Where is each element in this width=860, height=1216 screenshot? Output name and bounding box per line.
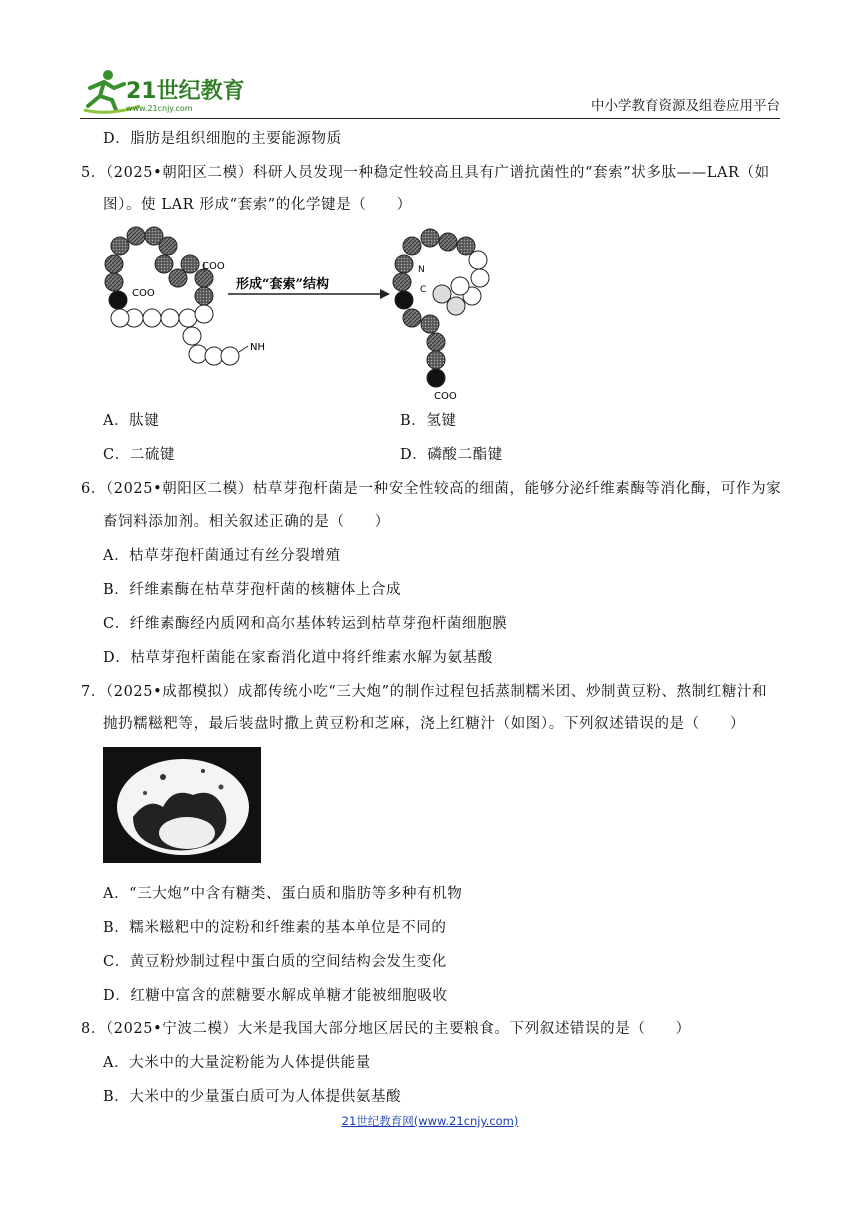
option-d-prev: D．脂肪是组织细胞的主要能源物质 <box>103 131 342 147</box>
question-6-stem: 6．（2025•朝阳区二模）枯草芽孢杆菌是一种安全性较高的细菌，能够分泌纤维素酶等消化酶，可作为家 <box>81 481 782 497</box>
footer-link[interactable]: 21世纪教育网(www.21cnjy.com) <box>341 1114 519 1128</box>
site-logo <box>80 66 270 114</box>
q6-option-b: B．纤维素酶在枯草芽孢杆菌的核糖体上合成 <box>103 582 402 598</box>
platform-title: 中小学教育资源及组卷应用平台 <box>591 98 780 114</box>
q6-option-d: D．枯草芽孢杆菌能在家畜消化道中将纤维素水解为氨基酸 <box>103 650 493 666</box>
question-5-stem-cont: 图）。使 LAR 形成“套索”的化学键是（ ） <box>103 197 412 213</box>
q5-option-c: C．二硫键 <box>103 447 176 463</box>
q8-option-a: A．大米中的大量淀粉能为人体提供能量 <box>103 1055 371 1071</box>
question-7-stem-cont: 抛扔糯糍粑等，最后装盘时撒上黄豆粉和芝麻，浇上红糖汁（如图）。下列叙述错误的是（ ） <box>103 716 746 732</box>
q6-option-a: A．枯草芽孢杆菌通过有丝分裂增殖 <box>103 548 341 564</box>
svg-text:NH: NH <box>250 342 265 353</box>
svg-text:www.21cnjy.com: www.21cnjy.com <box>126 104 193 113</box>
q7-option-d: D．红糖中富含的蔗糖要水解成单糖才能被细胞吸收 <box>103 988 448 1004</box>
svg-text:COO: COO <box>132 288 155 299</box>
q8-option-b: B．大米中的少量蛋白质可为人体提供氨基酸 <box>103 1089 402 1105</box>
header-divider <box>80 118 780 119</box>
q7-option-b: B．糯米糍粑中的淀粉和纤维素的基本单位是不同的 <box>103 920 447 936</box>
svg-text:形成“套索”结构: 形成“套索”结构 <box>236 277 329 292</box>
page-header <box>80 62 780 118</box>
q6-option-c: C．纤维素酶经内质网和高尔基体转运到枯草芽孢杆菌细胞膜 <box>103 616 508 632</box>
san-da-pao-photo <box>103 747 261 863</box>
svg-text:COO: COO <box>202 261 225 272</box>
q7-option-c: C．黄豆粉炒制过程中蛋白质的空间结构会发生变化 <box>103 954 447 970</box>
question-5-stem: 5．（2025•朝阳区二模）科研人员发现一种稳定性较高且具有广谱抗菌性的“套索”状多肽——LAR（如 <box>81 165 770 181</box>
svg-text:N: N <box>418 265 425 275</box>
question-7-stem: 7．（2025•成都模拟）成都传统小吃“三大炮”的制作过程包括蒸制糯米团、炒制黄豆粉、熬制红糖汁和 <box>81 684 768 700</box>
question-8-stem: 8．（2025•宁波二模）大米是我国大部分地区居民的主要粮食。下列叙述错误的是（ ） <box>81 1021 691 1037</box>
svg-text:21世纪教育: 21世纪教育 <box>126 79 245 104</box>
question-6-stem-cont: 畜饲料添加剂。相关叙述正确的是（ ） <box>103 514 390 530</box>
q5-option-b: B．氢键 <box>400 413 457 429</box>
svg-text:COO: COO <box>434 391 457 402</box>
q5-option-d: D．磷酸二酯键 <box>400 447 503 463</box>
q5-option-a: A．肽键 <box>103 413 160 429</box>
peptide-lasso-figure <box>100 224 495 404</box>
q7-option-a: A．“三大炮”中含有糖类、蛋白质和脂肪等多种有机物 <box>103 886 463 902</box>
svg-text:C: C <box>420 285 427 295</box>
